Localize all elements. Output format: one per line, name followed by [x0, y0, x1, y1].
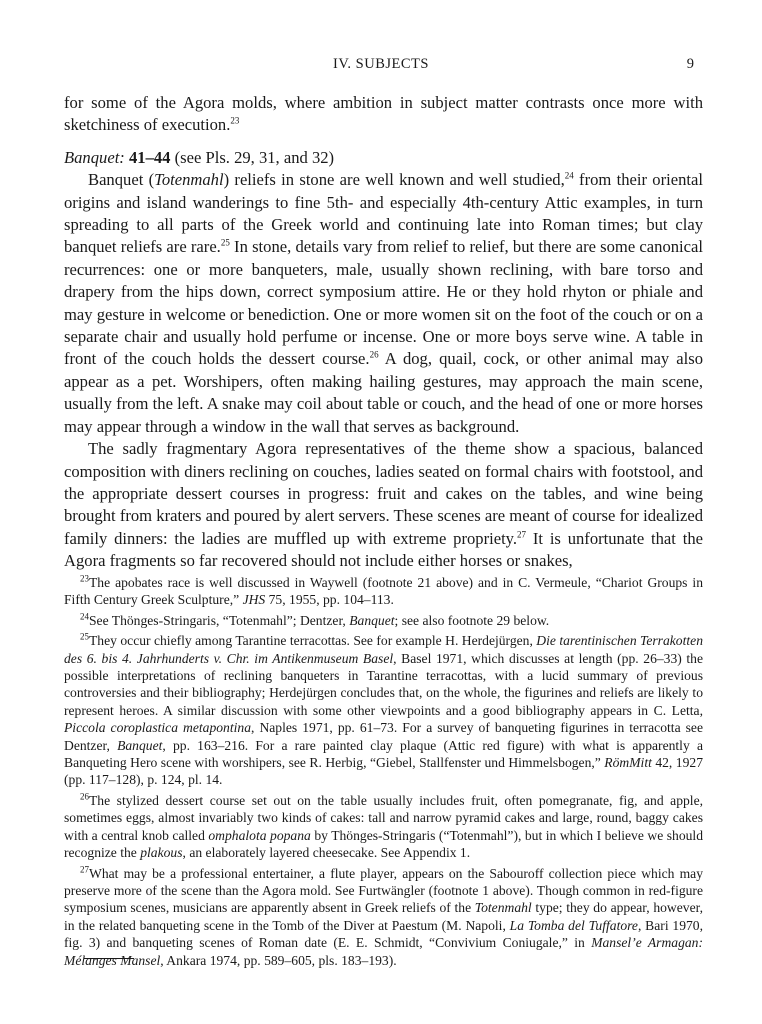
footnote-ref-24: 24: [564, 170, 574, 181]
page-number: 9: [686, 56, 694, 72]
paragraph-continued: for some of the Agora molds, where ambition in subject matter contrasts once more with sketchiness of execution.$^{23}$: [64, 93, 703, 135]
footnote-26: $^{26}$The stylized dessert course set out on the table usually includes fruit, often pomegranate, fig, and apple, sometimes eggs, almost invariably two kinds of cakes: tall and narrow pyramid cakes and large, round, baggy cakes with a central knob called omphalota popana by Thönges-Stringaris (“Totenmahl”), but in which I believe we should recognize the plakous, an elaborately layered cheesecake. See Appendix 1.: [64, 791, 703, 861]
paragraph-agora-representatives: The sadly fragmentary Agora representatives of the theme show a spacious, balanced composition with diners reclining on couches, ladies seated on formal chairs with footstool, and the appropriate dessert courses in progress: fruit and cakes on the tables, and wine being brought from kraters and poured by alert servers. These scenes are meant of course for idealized family dinners: the ladies are muffled up with extreme propriety.$^{27}$ It is unfortunate that the Agora fragments so far recovered should not include either horses or snakes,: [64, 439, 703, 571]
running-header: [64, 56, 698, 78]
footnote-ref-23: 23: [230, 115, 240, 126]
footnote-continuation-rule: [84, 958, 134, 959]
footnote-25: $^{25}$They occur chiefly among Tarantine terracottas. See for example H. Herdejürgen, Die tarentinischen Terrakotten des 6. bis 4. Jahrhunderts v. Chr. im Antikenmuseum Basel, Basel 1971, which discusses at length (pp. 26–33) the possible interpretations of reclining banqueters in Tarantine terracottas, with a lucid summary of previous controversies and their bibliography; Herdejürgen concludes that, on the whole, the figurines and reliefs are likely to represent heroes. A similar discussion with some other viewpoints and a good bibliography appears in C. Letta, Piccola coroplastica metapontina, Naples 1971, pp. 61–73. For a survey of banqueting figurines in terracotta see Dentzer, Banquet, pp. 163–216. For a rare painted clay plaque (Attic red figure) with what is apparently a Banqueting Hero scene with worshipers, see R. Herbig, “Giebel, Stallfenster und Himmelsbogen,” RömMitt 42, 1927 (pp. 117–128), p. 124, pl. 14.: [64, 631, 703, 788]
footnote-ref-26: 26: [369, 349, 379, 360]
footnote-23: $^{23}$The apobates race is well discussed in Waywell (footnote 21 above) and in C. Vermeule, “Chariot Groups in Fifth Century Greek Sculpture,” JHS 75, 1955, pp. 104–113.: [64, 573, 703, 608]
section-heading: Banquet: 41–44 (see Pls. 29, 31, and 32): [64, 147, 335, 167]
footnote-27: $^{27}$What may be a professional entertainer, a flute player, appears on the Sabouroff collection piece which may preserve more of the scene than the Agora mold. See Furtwängler (footnote 1 above). Though common in red-figure symposium scenes, musicians are apparently absent in Greek reliefs of the Totenmahl type; they do appear, however, in the related banqueting scene in the Tomb of the Diver at Paestum (M. Napoli, La Tomba del Tuffatore, Bari 1970, fig. 3) and banqueting scenes of Roman date (E. E. Schmidt, “Convivium Coniugale,” in Mansel’e Armagan: Mélanges Mansel, Ankara 1974, pp. 589–605, pls. 183–193).: [64, 863, 703, 968]
paragraph-banquet-intro: Banquet (Totenmahl) reliefs in stone are well known and well studied,$^{24}$ from their oriental origins and island wanderings to fine 5th- and especially 4th-century Attic examples, in turn spreading to all parts of the Greek world and continuing late into Roman times; but clay banquet reliefs are rare.$^{25}$ In stone, details vary from relief to relief, but there are some canonical recurrences: one or more banqueters, male, usually shown reclining, with bare torso and drapery from the hips down, correct symposium attire. He or they hold rhyton or phiale and may gesture in welcome or benediction. One or more women sit on the foot of the couch or on a separate chair and usually hold perfume or incense. One or more boys serve wine. A table in front of the couch holds the dessert course.$^{26}$ A dog, quail, cock, or other animal may also appear as a pet. Worshipers, often making hailing gestures, may approach the main scene, usually from the left. A snake may coil about table or couch, and the head of one or more horses may appear through a window in the wall that serves as background.: [64, 170, 704, 436]
footnote-ref-27: 27: [517, 529, 527, 540]
body-text: [64, 92, 703, 573]
footnotes: [64, 574, 703, 972]
running-title: IV. SUBJECTS: [333, 56, 429, 72]
footnote-24: $^{24}$See Thönges-Stringaris, “Totenmahl”; Dentzer, Banquet; see also footnote 29 below.: [80, 611, 550, 628]
footnote-ref-25: 25: [220, 237, 230, 248]
